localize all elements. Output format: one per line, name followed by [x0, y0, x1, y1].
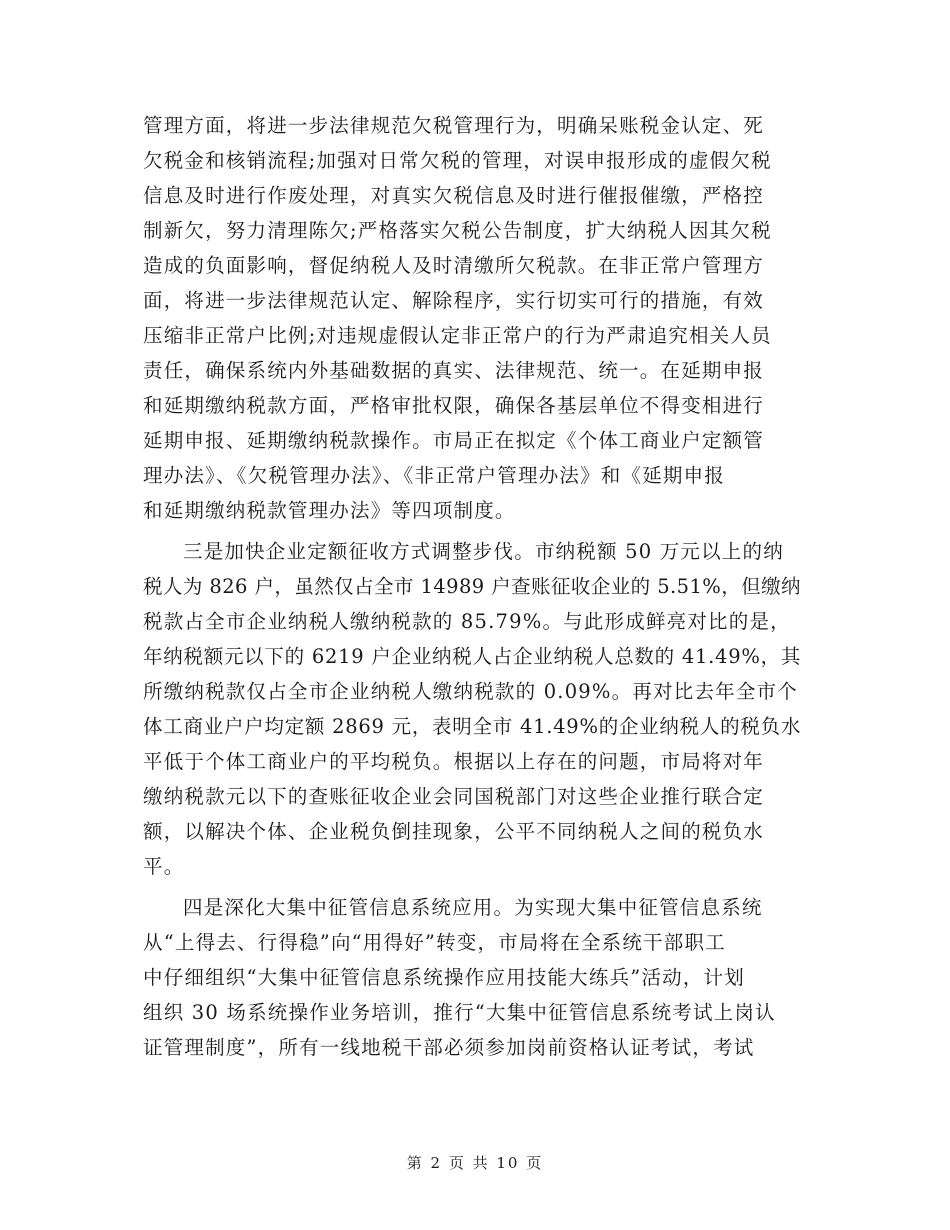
text-line: 税人为 826 户，虽然仅占全市 14989 户查账征收企业的 5.51%，但缴纳	[143, 575, 801, 598]
paragraph-1	[143, 108, 803, 528]
text-line: 责任，确保系统内外基础数据的真实、法律规范、统一。在延期申报	[143, 359, 765, 382]
text-line: 缴纳税款元以下的查账征收企业会同国税部门对这些企业推行联合定	[143, 785, 765, 808]
text-line: 所缴纳税款仅占全市企业纳税人缴纳税款的 0.09%。再对比去年全市个	[143, 680, 798, 703]
document-body	[143, 108, 803, 1065]
text-line: 延期申报、延期缴纳税款操作。市局正在拟定《个体工商业户定额管	[143, 429, 765, 452]
text-line: 欠税金和核销流程;加强对日常欠税的管理，对误申报形成的虚假欠税	[143, 149, 772, 172]
text-line: 体工商业户户均定额 2869 元，表明全市 41.49%的企业纳税人的税负水	[143, 715, 802, 738]
text-line: 理办法》、《欠税管理办法》、《非正常户管理办法》和《延期申报	[143, 464, 726, 487]
text-line: 管理方面，将进一步法律规范欠税管理行为，明确呆账税金认定、死	[143, 114, 765, 137]
text-line: 从“上得去、行得稳”向“用得好”转变，市局将在全系统干部职工	[143, 931, 726, 954]
text-line: 压缩非正常户比例;对违规虚假认定非正常户的行为严肃追究相关人员	[143, 324, 772, 347]
text-line: 造成的负面影响，督促纳税人及时清缴所欠税款。在非正常户管理方	[143, 254, 765, 277]
text-line: 组织 30 场系统操作业务培训，推行“大集中征管信息系统考试上岗认	[143, 1001, 776, 1024]
text-line: 信息及时进行作废处理，对真实欠税信息及时进行催报催缴，严格控	[143, 184, 765, 207]
text-line: 证管理制度”，所有一线地税干部必须参加岗前资格认证考试，考试	[143, 1036, 755, 1059]
page-footer: 第 2 页 共 10 页	[406, 1154, 544, 1172]
paragraph-2	[143, 534, 803, 884]
text-line: 面，将进一步法律规范认定、解除程序，实行切实可行的措施，有效	[143, 289, 765, 312]
text-line: 中仔细组织“大集中征管信息系统操作应用技能大练兵”活动，计划	[143, 966, 745, 989]
text-line: 平。	[143, 855, 185, 878]
text-line: 平低于个体工商业户的平均税负。根据以上存在的问题，市局将对年	[143, 750, 765, 773]
text-line: 四是深化大集中征管信息系统应用。为实现大集中征管信息系统	[183, 896, 763, 919]
text-line: 和延期缴纳税款方面，严格审批权限，确保各基层单位不得变相进行	[143, 394, 765, 417]
text-line: 额，以解决个体、企业税负倒挂现象，公平不同纳税人之间的税负水	[143, 820, 765, 843]
text-line: 制新欠，努力清理陈欠;严格落实欠税公告制度，扩大纳税人因其欠税	[143, 219, 772, 242]
text-line: 税款占全市企业纳税人缴纳税款的 85.79%。与此形成鲜亮对比的是，	[143, 610, 791, 633]
text-line: 年纳税额元以下的 6219 户企业纳税人占企业纳税人总数的 41.49%，其	[143, 645, 802, 668]
text-line: 三是加快企业定额征收方式调整步伐。市纳税额 50 万元以上的纳	[183, 540, 784, 563]
paragraph-3	[143, 890, 803, 1065]
text-line: 和延期缴纳税款管理办法》等四项制度。	[143, 499, 516, 522]
